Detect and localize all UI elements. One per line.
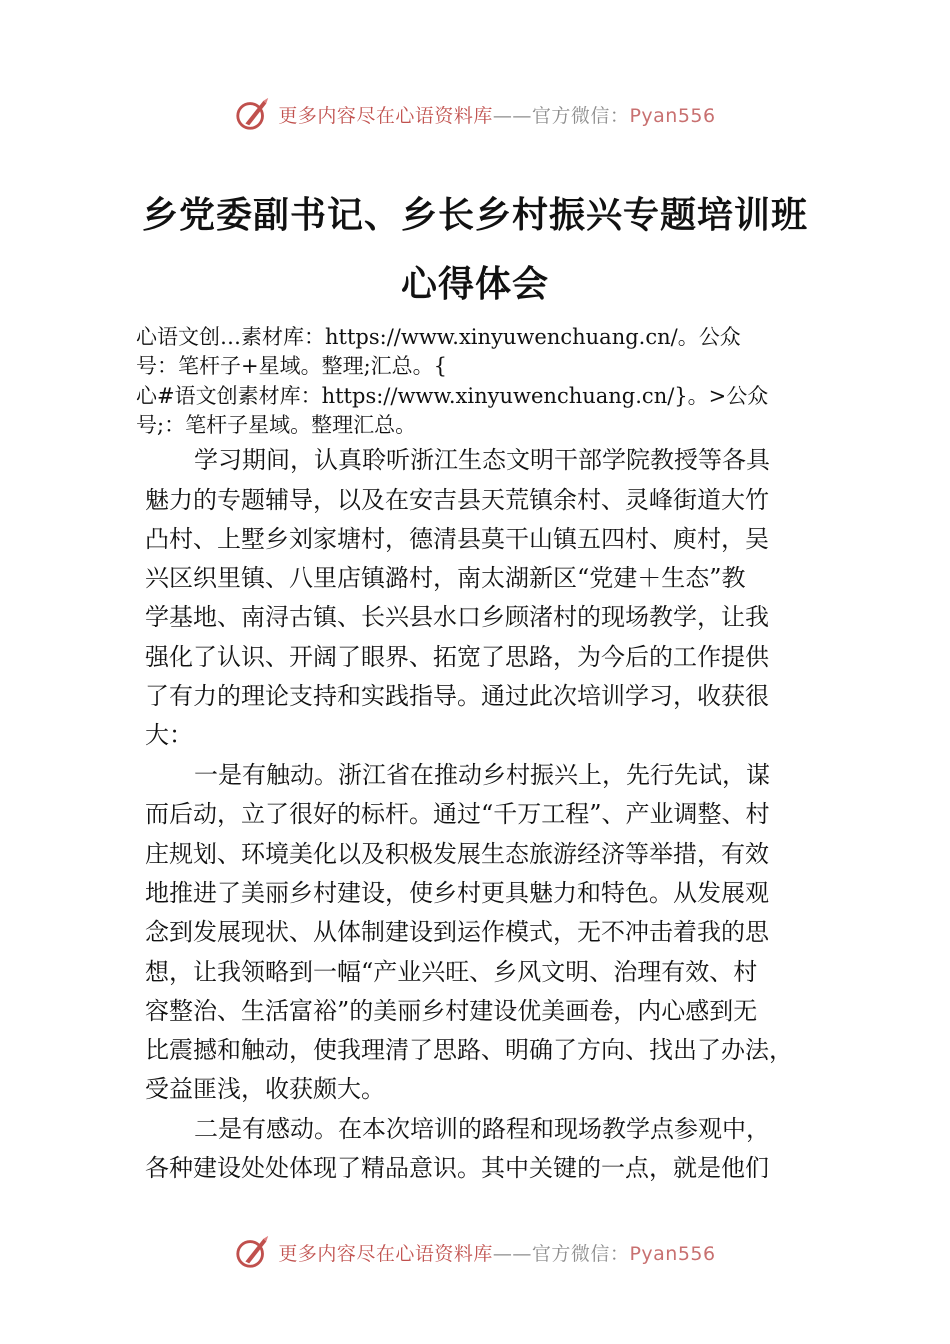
paragraph-line: 强化了认识、开阔了眼界、拓宽了思路，为今后的工作提供: [145, 643, 769, 671]
paragraph-line: 凸村、上墅乡刘家塘村，德清县莫干山镇五四村、庾村，吴: [145, 525, 769, 553]
paragraph-line: 容整治、生活富裕”的美丽乡村建设优美画卷，内心感到无: [145, 997, 758, 1025]
quill-logo-icon: [234, 95, 272, 133]
paragraph-line: 比震撼和触动，使我理清了思路、明确了方向、找出了办法，: [145, 1036, 793, 1064]
source-line: 号;：笔杆子星域。整理汇总。: [136, 413, 417, 437]
document-title-line2: 心得体会: [400, 264, 549, 305]
paragraph-line: 了有力的理论支持和实践指导。通过此次培训学习，收获很: [145, 682, 769, 710]
paragraph-line: 一是有触动。浙江省在推动乡村振兴上，先行先试，谋: [194, 761, 770, 789]
paragraph-line: 兴区织里镇、八里店镇潞村，南太湖新区“党建＋生态”教: [145, 564, 746, 592]
paragraph-line: 二是有感动。在本次培训的路程和现场教学点参观中，: [194, 1115, 770, 1143]
paragraph-line: 大：: [145, 721, 193, 749]
footer-banner: [0, 1232, 950, 1272]
quill-logo-icon: [234, 1233, 272, 1271]
banner-text: 更多内容尽在心语资料库——官方微信：Pyan556: [278, 104, 716, 127]
paragraph-line: 想，让我领略到一幅“产业兴旺、乡风文明、治理有效、村: [145, 958, 758, 986]
paragraph-line: 念到发展现状、从体制建设到运作模式，无不冲击着我的思: [145, 918, 769, 946]
banner-text: 更多内容尽在心语资料库——官方微信：Pyan556: [278, 1242, 716, 1265]
paragraph-line: 各种建设处处体现了精品意识。其中关键的一点，就是他们: [145, 1154, 769, 1182]
paragraph-line: 庄规划、环境美化以及积极发展生态旅游经济等举措，有效: [145, 840, 769, 868]
document-title: 乡党委副书记、乡长乡村振兴专题培训班: [141, 195, 808, 236]
header-banner: [0, 94, 950, 134]
source-line: 心语文创…素材库：https://www.xinyuwenchuang.cn/。公众: [136, 325, 741, 349]
source-line: 号：笔杆子+星域。整理;汇总。{: [136, 354, 448, 378]
paragraph-line: 地推进了美丽乡村建设，使乡村更具魅力和特色。从发展观: [145, 879, 769, 907]
paragraph-line: 受益匪浅，收获颇大。: [145, 1075, 385, 1103]
paragraph-line: 而后动，立了很好的标杆。通过“千万工程”、产业调整、村: [145, 800, 770, 828]
paragraph-line: 魅力的专题辅导，以及在安吉县天荒镇余村、灵峰街道大竹: [145, 486, 769, 514]
paragraph-line: 学习期间，认真聆听浙江生态文明干部学院教授等各具: [194, 446, 770, 474]
source-line: 心#语文创素材库：https://www.xinyuwenchuang.cn/}。>公众: [136, 384, 769, 408]
paragraph-line: 学基地、南浔古镇、长兴县水口乡顾渚村的现场教学，让我: [145, 603, 769, 631]
